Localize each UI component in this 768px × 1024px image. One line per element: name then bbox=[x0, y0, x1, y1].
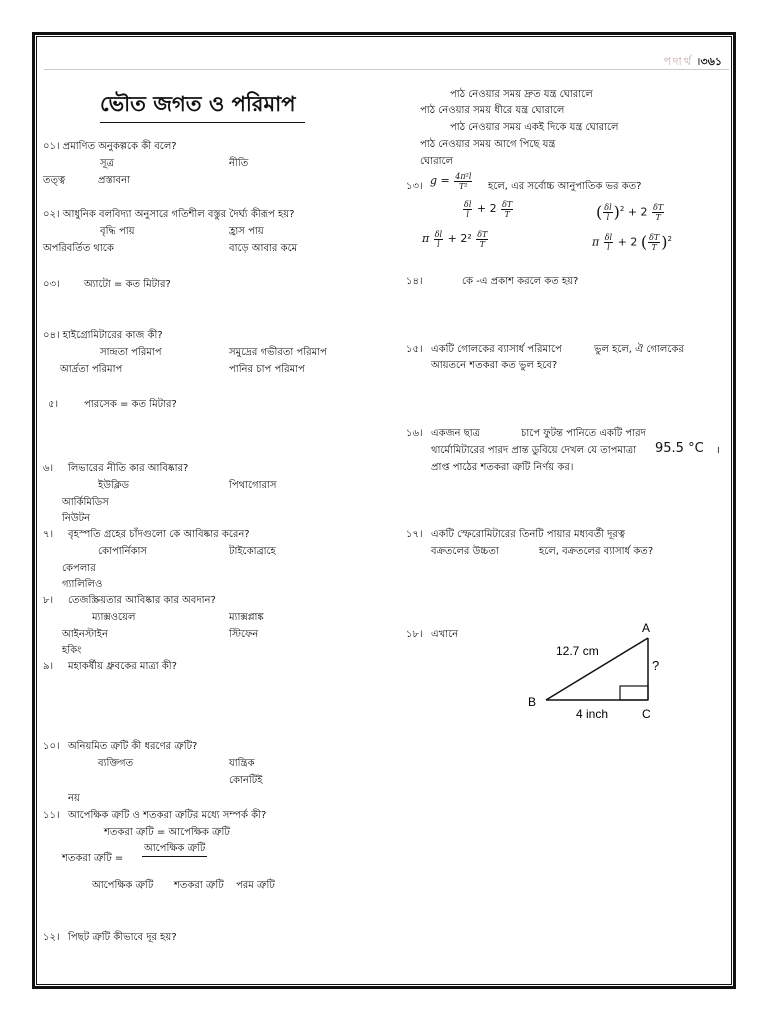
q13-g: g = bbox=[430, 174, 450, 187]
q07-number: ৭। bbox=[43, 529, 54, 540]
q11-opt-b-left: শতকরা ত্রুটি = bbox=[62, 853, 124, 864]
q09-text: মহাকর্ষীয় ধ্রুবকের মাত্রা কী? bbox=[68, 661, 177, 672]
q08-number: ৮। bbox=[43, 595, 54, 606]
vertex-b: B bbox=[528, 695, 537, 709]
q05-number: ৫। bbox=[48, 399, 59, 410]
q02-opt-c: অপরিবর্তিত থাকে bbox=[43, 243, 114, 254]
q05-text: পারসেক = কত মিটার? bbox=[84, 399, 177, 410]
q12-number: ১২। bbox=[43, 932, 60, 943]
title-underline bbox=[100, 122, 305, 123]
q13-a-num2: δT bbox=[502, 199, 513, 209]
q10-text: অনিয়মিত ত্রুটি কী ধরণের ত্রুটি? bbox=[68, 741, 198, 752]
q13-a-den: l bbox=[466, 209, 469, 219]
q04-opt-d: পানির চাপ পরিমাপ bbox=[229, 364, 305, 375]
q12-opt-d: পাঠ নেওয়ার সময় আগে পিছে যন্ত্র bbox=[420, 139, 556, 150]
subject-label: পদার্থ bbox=[663, 55, 693, 68]
q13-opt-a bbox=[462, 198, 514, 220]
q11-opt-d: শতকরা ত্রুটি bbox=[174, 880, 224, 891]
q08-opt-a: ম্যাক্সওয়েল bbox=[92, 612, 136, 623]
q11-text: আপেক্ষিক ত্রুটি ও শতকরা ত্রুটির মধ্যে সম্পর্ক কী? bbox=[68, 810, 267, 821]
q07-opt-c: কেপলার bbox=[62, 563, 96, 574]
q16-temperature: 95.5 °C bbox=[655, 441, 704, 456]
q15-text-c: আয়তনে শতকরা কত ভুল হবে? bbox=[431, 360, 558, 371]
hypotenuse-label: 12.7 cm bbox=[556, 644, 599, 658]
q16-text-b: চাপে ফুটন্ত পানিতে একটি পারদ bbox=[521, 428, 646, 439]
q13-frac-den: T² bbox=[459, 181, 468, 191]
q13-text: হলে, এর সর্বোচ্চ আনুপাতিক ভর কত? bbox=[488, 181, 642, 192]
q11-opt-c: আপেক্ষিক ত্রুটি bbox=[92, 880, 154, 891]
q13-frac-num: 4π²l bbox=[455, 171, 472, 181]
q17-number: ১৭। bbox=[406, 529, 423, 540]
q02-opt-d: বাড়ে আবার কমে bbox=[229, 243, 298, 254]
q13-number: ১৩। bbox=[406, 181, 423, 192]
q10-opt-b: যান্ত্রিক bbox=[229, 758, 255, 769]
q07-opt-b: টাইকোব্রাহে bbox=[229, 546, 276, 557]
q13-a-plus: + 2 bbox=[476, 202, 497, 215]
q07-opt-a: কোপার্নিকাস bbox=[98, 546, 147, 557]
q08-opt-d: স্টিফেন bbox=[229, 629, 259, 640]
q03-text: অ্যাটো = কত মিটার? bbox=[84, 279, 171, 290]
q13-opt-b: ( $\frac{\delta l}{l}$ )$^2$ + 2 $\frac{\delta T}{T}$ bbox=[596, 202, 664, 223]
q02-opt-b: হ্রাস পায় bbox=[229, 226, 264, 237]
q12-text: পিছট ত্রুটি কীভাবে দূর হয়? bbox=[68, 932, 177, 943]
q13-formula bbox=[430, 170, 473, 192]
q13-opt-c: π $\frac{\delta l}{l}$ + 2² $\frac{\delta T}{T}$ bbox=[422, 229, 488, 249]
chapter-title: ভৌত জগত ও পরিমাপ bbox=[100, 91, 296, 116]
q04-opt-a: সান্দ্রতা পরিমাপ bbox=[100, 347, 162, 358]
q13-a-den2: T bbox=[504, 209, 510, 219]
q14-number: ১৪। bbox=[406, 276, 423, 287]
q06-opt-b: পিথাগোরাস bbox=[229, 480, 277, 491]
q12-opt-b: পাঠ নেওয়ার সময় ধীরে যন্ত্র ঘোরালে bbox=[420, 105, 565, 116]
q01-opt-c: তত্ত্ব bbox=[43, 175, 66, 186]
q09-number: ৯। bbox=[43, 661, 54, 672]
q07-text: বৃহস্পতি গ্রহের চাঁদগুলো কে আবিষ্কার করেন? bbox=[68, 529, 250, 540]
q01-opt-b: নীতি bbox=[229, 158, 249, 169]
header-rule bbox=[44, 69, 729, 70]
q11-number: ১১। bbox=[43, 810, 60, 821]
q06-opt-d: নিউটন bbox=[62, 513, 91, 524]
q10-opt-c: কোনটিই bbox=[229, 775, 263, 786]
q13-c-pi: π bbox=[422, 232, 430, 245]
q18-number: ১৮। bbox=[406, 629, 423, 640]
q11-opt-e: পরম ত্রুটি bbox=[236, 880, 275, 891]
q04-opt-c: আর্দ্রতা পরিমাপ bbox=[60, 364, 123, 375]
q16-danda: । bbox=[716, 445, 720, 456]
q02-opt-a: বৃদ্ধি পায় bbox=[100, 226, 135, 237]
q15-text-a: একটি গোলকের ব্যাসার্ধ পরিমাপে bbox=[431, 344, 562, 355]
q17-text-a: একটি স্ফেরোমিটারের তিনটি পায়ার মধ্যবর্তী দূরত্ব bbox=[431, 529, 625, 540]
q10-number: ১০। bbox=[43, 741, 60, 752]
vertex-c: C bbox=[642, 707, 651, 721]
q15-number: ১৫। bbox=[406, 344, 423, 355]
page-number: ৩৬১ bbox=[700, 55, 722, 68]
q06-opt-a: ইউক্লিড bbox=[98, 480, 130, 491]
page-header: পদার্থ ।৩৬১ bbox=[663, 55, 722, 68]
q16-text-c: থার্মোমিটারের পারদ প্রান্ত ডুবিয়ে দেখল যে তাপমাত্রা bbox=[431, 445, 637, 456]
q10-opt-a: ব্যক্তিগত bbox=[98, 758, 134, 769]
q16-text-d: প্রাপ্ত পাঠের শতকরা ত্রুটি নির্ণয় কর। bbox=[431, 462, 574, 473]
right-angle-mark bbox=[620, 686, 648, 700]
q16-number: ১৬। bbox=[406, 428, 423, 439]
q17-text-b: বক্রতলের উচ্চতা bbox=[431, 546, 499, 557]
q13-opt-d: π $\frac{\delta l}{l}$ + 2 ( $\frac{\delta T}{T}$ )$^2$ bbox=[592, 232, 672, 253]
q01-opt-d: প্রস্তাবনা bbox=[98, 175, 130, 186]
q02-text: ০২। আধুনিক বলবিদ্যা অনুসারে গতিশীল বস্তুর দৈর্ঘ্য কীরূপ হয়? bbox=[43, 209, 295, 220]
q13-fraction bbox=[454, 172, 472, 191]
q08-text: তেজস্ক্রিয়তার আবিষ্কার কার অবদান? bbox=[68, 595, 216, 606]
q06-number: ৬। bbox=[43, 463, 54, 474]
q06-text: লিভারের নীতি কার আবিষ্কার? bbox=[68, 463, 189, 474]
q01-opt-a: সূত্র bbox=[100, 158, 114, 169]
q03-number: ০৩। bbox=[43, 279, 60, 290]
q08-opt-e: হকিং bbox=[62, 645, 82, 656]
q04-text: ০৪। হাইগ্রোমিটারের কাজ কী? bbox=[43, 330, 163, 341]
vertex-a: A bbox=[642, 621, 651, 635]
q08-opt-c: আইনস্টাইন bbox=[62, 629, 108, 640]
q10-opt-d: নয় bbox=[68, 793, 80, 804]
q15-text-b: ভুল হলে, ঐ গোলকের bbox=[594, 344, 684, 355]
q13-c-plus: + 2² bbox=[447, 232, 472, 245]
q06-opt-c: আর্কিমিডিস bbox=[62, 497, 109, 508]
q04-opt-b: সমুদ্রের গভীরতা পরিমাপ bbox=[229, 347, 327, 358]
q07-opt-d: গ্যালিলিও bbox=[62, 579, 103, 590]
base-label: 4 inch bbox=[576, 707, 609, 721]
q01-text: ০১। প্রমাণিত অনুকল্পকে কী বলে? bbox=[43, 141, 177, 152]
q12-opt-d-cont: ঘোরালে bbox=[420, 156, 454, 167]
q16-text-a: একজন ছাত্র bbox=[431, 428, 481, 439]
q18-text: এখানে bbox=[431, 629, 459, 640]
q12-opt-a: পাঠ নেওয়ার সময় দ্রুত যন্ত্র ঘোরালে bbox=[450, 89, 593, 100]
q14-text: কে -এ প্রকাশ করলে কত হয়? bbox=[462, 276, 579, 287]
q17-text-c: হলে, বক্রতলের ব্যাসার্ধ কত? bbox=[539, 546, 654, 557]
q11-opt-b-numerator: আপেক্ষিক ত্রুটি bbox=[142, 842, 207, 857]
q12-opt-c: পাঠ নেওয়ার সময় একই দিকে যন্ত্র ঘোরালে bbox=[450, 122, 619, 133]
q13-a-num: δl bbox=[464, 199, 472, 209]
triangle-diagram bbox=[520, 612, 670, 724]
page-border-inner bbox=[36, 36, 732, 985]
q11-opt-a: শতকরা ত্রুটি = আপেক্ষিক ত্রুটি bbox=[104, 827, 230, 838]
unknown-height-label: ? bbox=[652, 658, 660, 673]
q08-opt-b: ম্যাক্সপ্লাঙ্ক bbox=[229, 612, 264, 623]
